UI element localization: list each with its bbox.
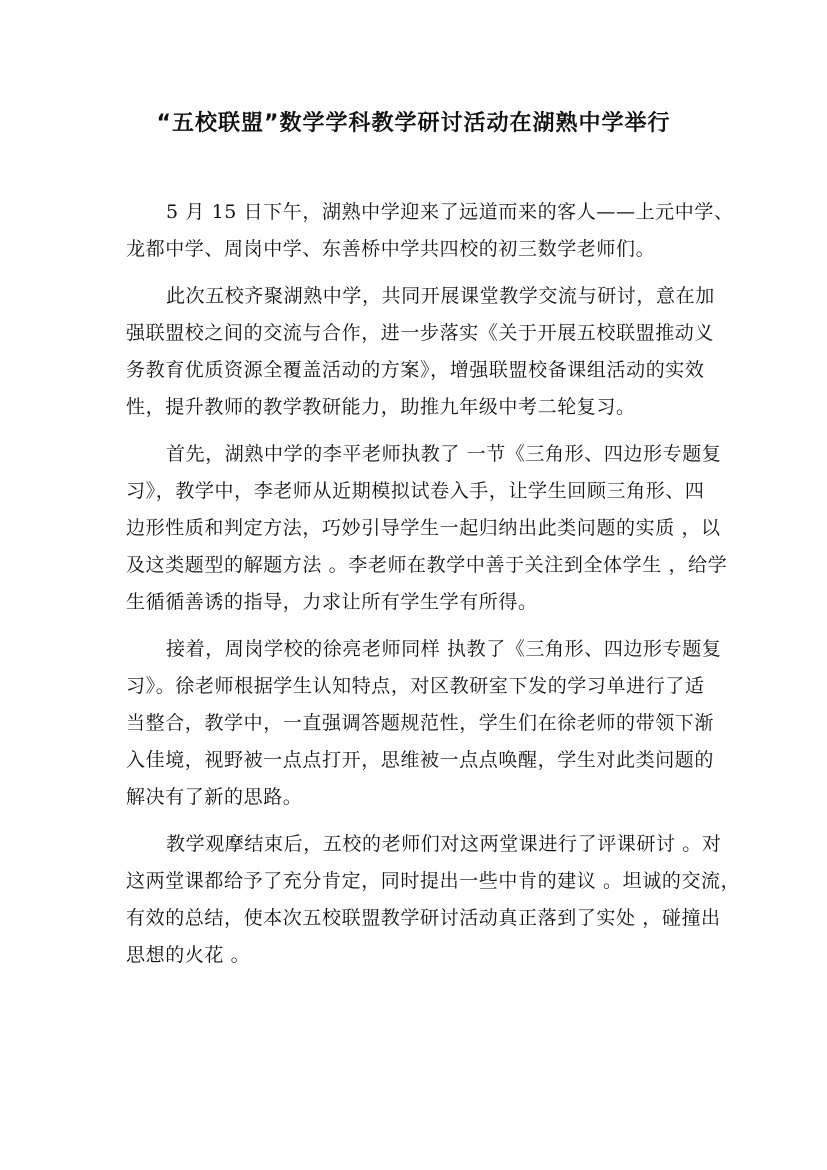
text-line: 强联盟校之间的交流与合作，进一步落实《关于开展五校联盟推动义 <box>126 322 715 344</box>
text-line: 这两堂课都给予了充分肯定，同时提出一些中肯的建议 。坦诚的交流， <box>126 870 741 892</box>
text-line: 龙都中学、周岗中学、东善桥中学共四校的初三数学老师们。 <box>126 238 656 260</box>
text-line: 及这类题型的解题方法 。李老师在教学中善于关注到全体学生 ，给学 <box>126 554 728 576</box>
paragraph-5 <box>126 826 741 974</box>
text-line: 首先，湖熟中学的李平老师执教了 一节《三角形、四边形专题复 <box>166 443 722 465</box>
text-line: 生循循善诱的指导，力求让所有学生学有所得。 <box>126 591 538 613</box>
text-line: 有效的总结，使本次五校联盟教学研讨活动真正落到了实处 ，碰撞出 <box>126 907 721 929</box>
text-line: 接着，周岗学校的徐亮老师同样 执教了《三角形、四边形专题复 <box>166 638 722 660</box>
paragraph-3 <box>126 436 728 621</box>
text-line: 解决有了新的思路。 <box>126 786 303 808</box>
document-title: “五校联盟”数学学科教学研讨活动在湖熟中学举行 <box>156 111 671 136</box>
paragraph-1 <box>126 194 734 268</box>
text-line: 习》，教学中，李老师从近期模拟试卷入手，让学生回顾三角形、四 <box>126 480 705 502</box>
document-body <box>126 194 741 984</box>
text-line: 当整合，教学中，一直强调答题规范性，学生们在徐老师的带领下渐 <box>126 712 715 734</box>
text-line: 5 月 15 日下午，湖熟中学迎来了远道而来的客人——上元中学、 <box>166 201 734 223</box>
text-line: 教学观摩结束后，五校的老师们对这两堂课进行了评课研讨 。对 <box>166 833 722 855</box>
text-line: 性，提升教师的教学教研能力，助推九年级中考二轮复习。 <box>126 396 636 418</box>
paragraph-4 <box>126 631 722 816</box>
text-line: 边形性质和判定方法，巧妙引导学生一起归纳出此类问题的实质 ，以 <box>126 517 721 539</box>
text-line: 此次五校齐聚湖熟中学，共同开展课堂教学交流与研讨，意在加 <box>166 285 715 307</box>
paragraph-2 <box>126 278 715 426</box>
text-line: 入佳境，视野被一点点打开，思维被一点点唤醒，学生对此类问题的 <box>126 749 715 771</box>
text-line: 习》。徐老师根据学生认知特点，对区教研室下发的学习单进行了适 <box>126 675 705 697</box>
text-line: 思想的火花 。 <box>126 944 251 966</box>
text-line: 务教育优质资源全覆盖活动的方案》，增强联盟校备课组活动的实效 <box>126 359 705 381</box>
